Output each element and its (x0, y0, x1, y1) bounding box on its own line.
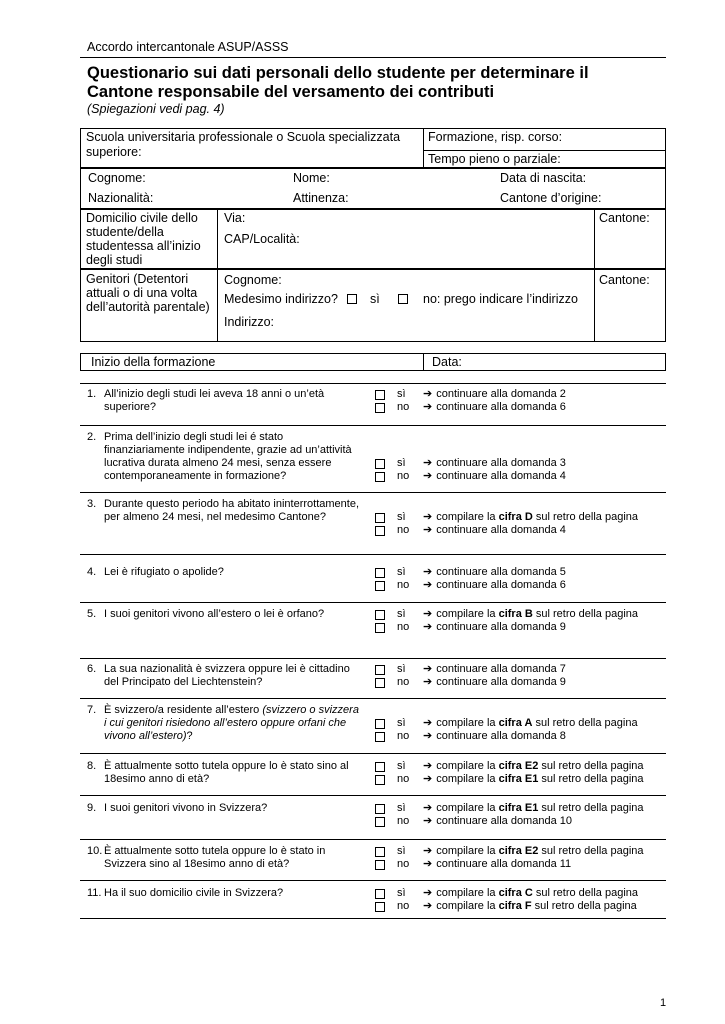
instr-bold: cifra E2 (498, 845, 539, 857)
instr-text: continuare alla domanda 7 (436, 663, 566, 675)
question-10-line-2: Svizzera sino al 18esimo anno di età? (104, 858, 290, 870)
zip-city-field[interactable]: CAP/Località: (224, 232, 300, 246)
question-6-line-1: La sua nazionalità è svizzera oppure lei è cittadino (104, 663, 350, 675)
question-2-line-4: contemporaneamente in formazione? (104, 470, 287, 482)
instr-post: sul retro della pagina (532, 511, 639, 523)
question-8-number: 8. (87, 760, 97, 772)
instr-text: compilare la (436, 900, 499, 912)
instr-text: continuare alla domanda 10 (436, 815, 572, 827)
question-2-yes-instruction (423, 457, 566, 470)
fulltime-field[interactable]: Tempo pieno o parziale: (428, 152, 561, 166)
arrow-right-icon: ➔ (423, 511, 433, 523)
same-address-no-label: no: prego indicare l’indirizzo (423, 292, 578, 306)
instr-bold: cifra B (498, 608, 533, 620)
instr-bold: cifra E1 (498, 802, 539, 814)
school-label: Scuola universitaria professionale o Scuola specializzata (86, 130, 401, 144)
instr-post: sul retro della pagina (532, 887, 639, 899)
q7-text: È svizzero/a residente all’estero (104, 704, 263, 716)
page-title (87, 64, 647, 102)
same-address-yes-label: sì (370, 292, 380, 306)
question-4-yes-checkbox[interactable] (375, 568, 385, 578)
arrow-right-icon: ➔ (423, 730, 433, 742)
name-field[interactable]: Nome: (293, 171, 330, 185)
question-5-yes-instruction (423, 608, 638, 621)
question-8-no-label: no (397, 773, 410, 785)
question-6-no-instruction (423, 676, 566, 689)
instr-post: sul retro della pagina (538, 773, 644, 785)
question-separator (80, 880, 666, 881)
instr-text: continuare alla domanda 3 (436, 457, 566, 469)
question-3-text (104, 498, 359, 524)
domicile-divider-1 (217, 209, 218, 269)
question-9-number: 9. (87, 802, 97, 814)
question-2-yes-label: sì (397, 457, 406, 469)
domicile-label-1: Domicilio civile dello (86, 211, 198, 225)
arrow-right-icon: ➔ (423, 579, 433, 591)
question-separator (80, 554, 666, 555)
same-address-no-checkbox[interactable] (398, 294, 408, 304)
question-2-line-1: Prima dell’inizio degli studi lei é stato (104, 431, 284, 443)
q7-italic: (svizzero o svizzera (262, 704, 359, 716)
arrow-right-icon: ➔ (423, 621, 433, 633)
question-11-no-instruction (423, 900, 637, 913)
instr-post: sul retro della pagina (538, 845, 644, 857)
question-4-no-label: no (397, 579, 410, 591)
nationality-field[interactable]: Nazionalità: (88, 191, 154, 205)
arrow-right-icon: ➔ (423, 663, 433, 675)
question-7-no-instruction (423, 730, 566, 743)
question-2-text (104, 431, 352, 483)
parents-canton-field[interactable]: Cantone: (599, 273, 650, 287)
question-7-yes-checkbox[interactable] (375, 719, 385, 729)
instr-text: continuare alla domanda 9 (436, 621, 566, 633)
question-separator (80, 753, 666, 754)
question-1-line-1: All’inizio degli studi lei aveva 18 anni o un’età (104, 388, 325, 400)
start-divider (423, 353, 424, 371)
question-7-text (104, 704, 359, 743)
arrow-right-icon: ➔ (423, 773, 433, 785)
question-4-line-1: Lei è rifugiato o apolide? (104, 566, 224, 578)
instr-text: continuare alla domanda 5 (436, 566, 566, 578)
arrow-right-icon: ➔ (423, 566, 433, 578)
arrow-right-icon: ➔ (423, 457, 433, 469)
question-11-yes-checkbox[interactable] (375, 889, 385, 899)
instr-text: continuare alla domanda 6 (436, 401, 566, 413)
question-6-line-2: del Principato del Liechtenstein? (104, 676, 263, 688)
question-2-no-instruction (423, 470, 566, 483)
question-3-no-label: no (397, 524, 410, 536)
question-4-number: 4. (87, 566, 97, 578)
question-7-no-label: no (397, 730, 410, 742)
question-2-no-label: no (397, 470, 410, 482)
instr-text: compilare la (436, 773, 499, 785)
question-10-yes-label: sì (397, 845, 406, 857)
surname-field[interactable]: Cognome: (88, 171, 146, 185)
instr-text: continuare alla domanda 4 (436, 524, 566, 536)
question-5-line-1: I suoi genitori vivono all’estero o lei è orfano? (104, 608, 325, 620)
canton-field[interactable]: Cantone: (599, 211, 650, 225)
question-9-no-checkbox[interactable] (375, 817, 385, 827)
question-3-number: 3. (87, 498, 97, 510)
question-2-yes-checkbox[interactable] (375, 459, 385, 469)
question-4-text (104, 566, 224, 579)
birthdate-field[interactable]: Data di nascita: (500, 171, 587, 185)
question-8-no-instruction (423, 773, 644, 786)
question-6-no-checkbox[interactable] (375, 678, 385, 688)
instr-text: compilare la (436, 717, 499, 729)
course-field[interactable]: Formazione, risp. corso: (428, 130, 563, 144)
arrow-right-icon: ➔ (423, 802, 433, 814)
instr-bold: cifra C (498, 887, 533, 899)
domicile-label-3: studentessa all’inizio (86, 239, 201, 253)
instr-post: sul retro della pagina (532, 608, 639, 620)
question-6-text (104, 663, 350, 689)
question-2-line-3: lucrativa durata almeno 24 mesi, senza essere (104, 457, 332, 469)
instr-text: continuare alla domanda 11 (436, 858, 572, 870)
question-1-yes-checkbox[interactable] (375, 390, 385, 400)
question-1-number: 1. (87, 388, 97, 400)
question-separator (80, 602, 666, 603)
street-field[interactable]: Via: (224, 211, 246, 225)
attinenza-field[interactable]: Attinenza: (293, 191, 349, 205)
start-date-field[interactable]: Data: (432, 355, 462, 369)
parents-label-2: attuali o di una volta (86, 286, 198, 300)
question-10-no-checkbox[interactable] (375, 860, 385, 870)
question-11-yes-instruction (423, 887, 638, 900)
question-1-no-instruction (423, 401, 566, 414)
question-3-yes-label: sì (397, 511, 406, 523)
question-5-number: 5. (87, 608, 97, 620)
question-7-line-2 (104, 717, 359, 730)
arrow-right-icon: ➔ (423, 388, 433, 400)
question-10-yes-checkbox[interactable] (375, 847, 385, 857)
instr-bold: cifra D (498, 511, 533, 523)
q7-italic: i cui genitori risiedono all’estero oppure orfani che (104, 717, 347, 729)
question-1-no-checkbox[interactable] (375, 403, 385, 413)
header-rule (80, 57, 666, 58)
question-8-no-checkbox[interactable] (375, 775, 385, 785)
question-11-text (104, 887, 283, 900)
instr-post: sul retro della pagina (538, 760, 644, 772)
instr-text: continuare alla domanda 2 (436, 388, 566, 400)
start-label: Inizio della formazione (91, 355, 216, 369)
question-3-yes-instruction (423, 511, 638, 524)
question-separator (80, 839, 666, 840)
question-3-no-instruction (423, 524, 566, 537)
same-address-question: Medesimo indirizzo? (224, 292, 338, 306)
parents-divider-2 (594, 269, 595, 342)
question-11-no-checkbox[interactable] (375, 902, 385, 912)
question-6-yes-instruction (423, 663, 566, 676)
question-7-no-checkbox[interactable] (375, 732, 385, 742)
question-8-yes-checkbox[interactable] (375, 762, 385, 772)
same-address-yes-checkbox[interactable] (347, 294, 357, 304)
arrow-right-icon: ➔ (423, 524, 433, 536)
question-8-yes-instruction (423, 760, 644, 773)
question-10-number: 10. (87, 845, 103, 857)
subtitle: (Spiegazioni vedi pag. 4) (87, 102, 225, 116)
arrow-right-icon: ➔ (423, 717, 433, 729)
instr-text: continuare alla domanda 8 (436, 730, 566, 742)
question-10-no-instruction (423, 858, 571, 871)
question-9-yes-label: sì (397, 802, 406, 814)
title-line-2: Cantone responsabile del versamento dei contributi (87, 83, 495, 101)
question-7-line-3 (104, 730, 359, 743)
question-7-yes-label: sì (397, 717, 406, 729)
question-10-line-1: È attualmente sotto tutela oppure lo è stato in (104, 845, 326, 857)
arrow-right-icon: ➔ (423, 858, 433, 870)
instr-bold: cifra A (498, 717, 533, 729)
arrow-right-icon: ➔ (423, 845, 433, 857)
course-divider (423, 150, 666, 151)
instr-bold: cifra F (498, 900, 532, 912)
question-3-no-checkbox[interactable] (375, 526, 385, 536)
question-separator (80, 492, 666, 493)
question-1-no-label: no (397, 401, 410, 413)
arrow-right-icon: ➔ (423, 470, 433, 482)
question-8-line-1: È attualmente sotto tutela oppure lo è stato sino al (104, 760, 349, 772)
question-5-no-checkbox[interactable] (375, 623, 385, 633)
question-10-yes-instruction (423, 845, 644, 858)
instr-text: compilare la (436, 608, 499, 620)
question-separator (80, 658, 666, 659)
origin-canton-field[interactable]: Cantone d’origine: (500, 191, 602, 205)
question-9-no-label: no (397, 815, 410, 827)
arrow-right-icon: ➔ (423, 676, 433, 688)
question-4-no-checkbox[interactable] (375, 581, 385, 591)
question-9-line-1: I suoi genitori vivono in Svizzera? (104, 802, 268, 814)
question-7-number: 7. (87, 704, 97, 716)
instr-text: continuare alla domanda 6 (436, 579, 566, 591)
question-1-text (104, 388, 324, 414)
question-4-no-instruction (423, 579, 566, 592)
question-4-yes-label: sì (397, 566, 406, 578)
question-11-no-label: no (397, 900, 410, 912)
question-6-number: 6. (87, 663, 97, 675)
question-8-line-2: 18esimo anno di età? (104, 773, 210, 785)
question-11-line-1: Ha il suo domicilio civile in Svizzera? (104, 887, 284, 899)
arrow-right-icon: ➔ (423, 900, 433, 912)
question-2-number: 2. (87, 431, 97, 443)
arrow-right-icon: ➔ (423, 401, 433, 413)
question-1-line-2: superiore? (104, 401, 156, 413)
document-header: Accordo intercantonale ASUP/ASSS (87, 40, 289, 54)
q7-text: ? (186, 730, 193, 742)
question-5-no-instruction (423, 621, 566, 634)
title-line-1: Questionario sui dati personali dello studente per determinare il (87, 64, 589, 82)
instr-text: compilare la (436, 887, 499, 899)
school-label-cont[interactable]: superiore: (86, 145, 142, 159)
question-11-yes-label: sì (397, 887, 406, 899)
question-8-yes-label: sì (397, 760, 406, 772)
question-separator (80, 698, 666, 699)
parents-divider-1 (217, 269, 218, 342)
question-5-yes-label: sì (397, 608, 406, 620)
question-9-yes-checkbox[interactable] (375, 804, 385, 814)
question-8-text (104, 760, 349, 786)
instr-text: continuare alla domanda 4 (436, 470, 566, 482)
instr-text: compilare la (436, 760, 499, 772)
question-6-yes-checkbox[interactable] (375, 665, 385, 675)
question-7-line-1 (104, 704, 359, 717)
question-separator (80, 795, 666, 796)
arrow-right-icon: ➔ (423, 760, 433, 772)
school-divider (423, 128, 424, 168)
instr-post: sul retro della pagina (532, 717, 638, 729)
instr-post: sul retro della pagina (531, 900, 637, 912)
question-10-no-label: no (397, 858, 410, 870)
domicile-label-2: studente/della (86, 225, 164, 239)
instr-text: continuare alla domanda 9 (436, 676, 566, 688)
question-3-yes-checkbox[interactable] (375, 513, 385, 523)
parents-label-3: dell’autorità parentale) (86, 300, 210, 314)
question-4-yes-instruction (423, 566, 566, 579)
question-7-yes-instruction (423, 717, 638, 730)
instr-text: compilare la (436, 845, 499, 857)
arrow-right-icon: ➔ (423, 815, 433, 827)
parents-address-field[interactable]: Indirizzo: (224, 315, 275, 329)
page-number: 1 (660, 997, 667, 1009)
question-separator (80, 383, 666, 384)
instr-text: compilare la (436, 511, 499, 523)
question-5-yes-checkbox[interactable] (375, 610, 385, 620)
question-9-text (104, 802, 267, 815)
parents-label-1: Genitori (Detentori (86, 272, 189, 286)
q7-italic: vivono all’estero) (104, 730, 187, 742)
question-1-yes-instruction (423, 388, 566, 401)
question-11-number: 11. (87, 887, 102, 899)
instr-post: sul retro della pagina (538, 802, 644, 814)
instr-text: compilare la (436, 802, 499, 814)
domicile-label-4: degli studi (86, 253, 143, 267)
question-9-no-instruction (423, 815, 572, 828)
question-10-text (104, 845, 325, 871)
instr-bold: cifra E2 (498, 760, 539, 772)
question-3-line-2: per almeno 24 mesi, nel medesimo Cantone? (104, 511, 326, 523)
question-5-no-label: no (397, 621, 410, 633)
parents-surname-field[interactable]: Cognome: (224, 273, 282, 287)
instr-bold: cifra E1 (498, 773, 539, 785)
arrow-right-icon: ➔ (423, 608, 433, 620)
question-3-line-1: Durante questo periodo ha abitato ininterrottamente, (104, 498, 359, 510)
question-separator (80, 918, 666, 919)
question-6-yes-label: sì (397, 663, 406, 675)
domicile-divider-2 (594, 209, 595, 269)
question-separator (80, 425, 666, 426)
question-2-no-checkbox[interactable] (375, 472, 385, 482)
question-9-yes-instruction (423, 802, 644, 815)
question-6-no-label: no (397, 676, 410, 688)
question-1-yes-label: sì (397, 388, 406, 400)
question-2-line-2: finanziariamente indipendente, grazie ad un’attività (104, 444, 352, 456)
question-5-text (104, 608, 324, 621)
arrow-right-icon: ➔ (423, 887, 433, 899)
